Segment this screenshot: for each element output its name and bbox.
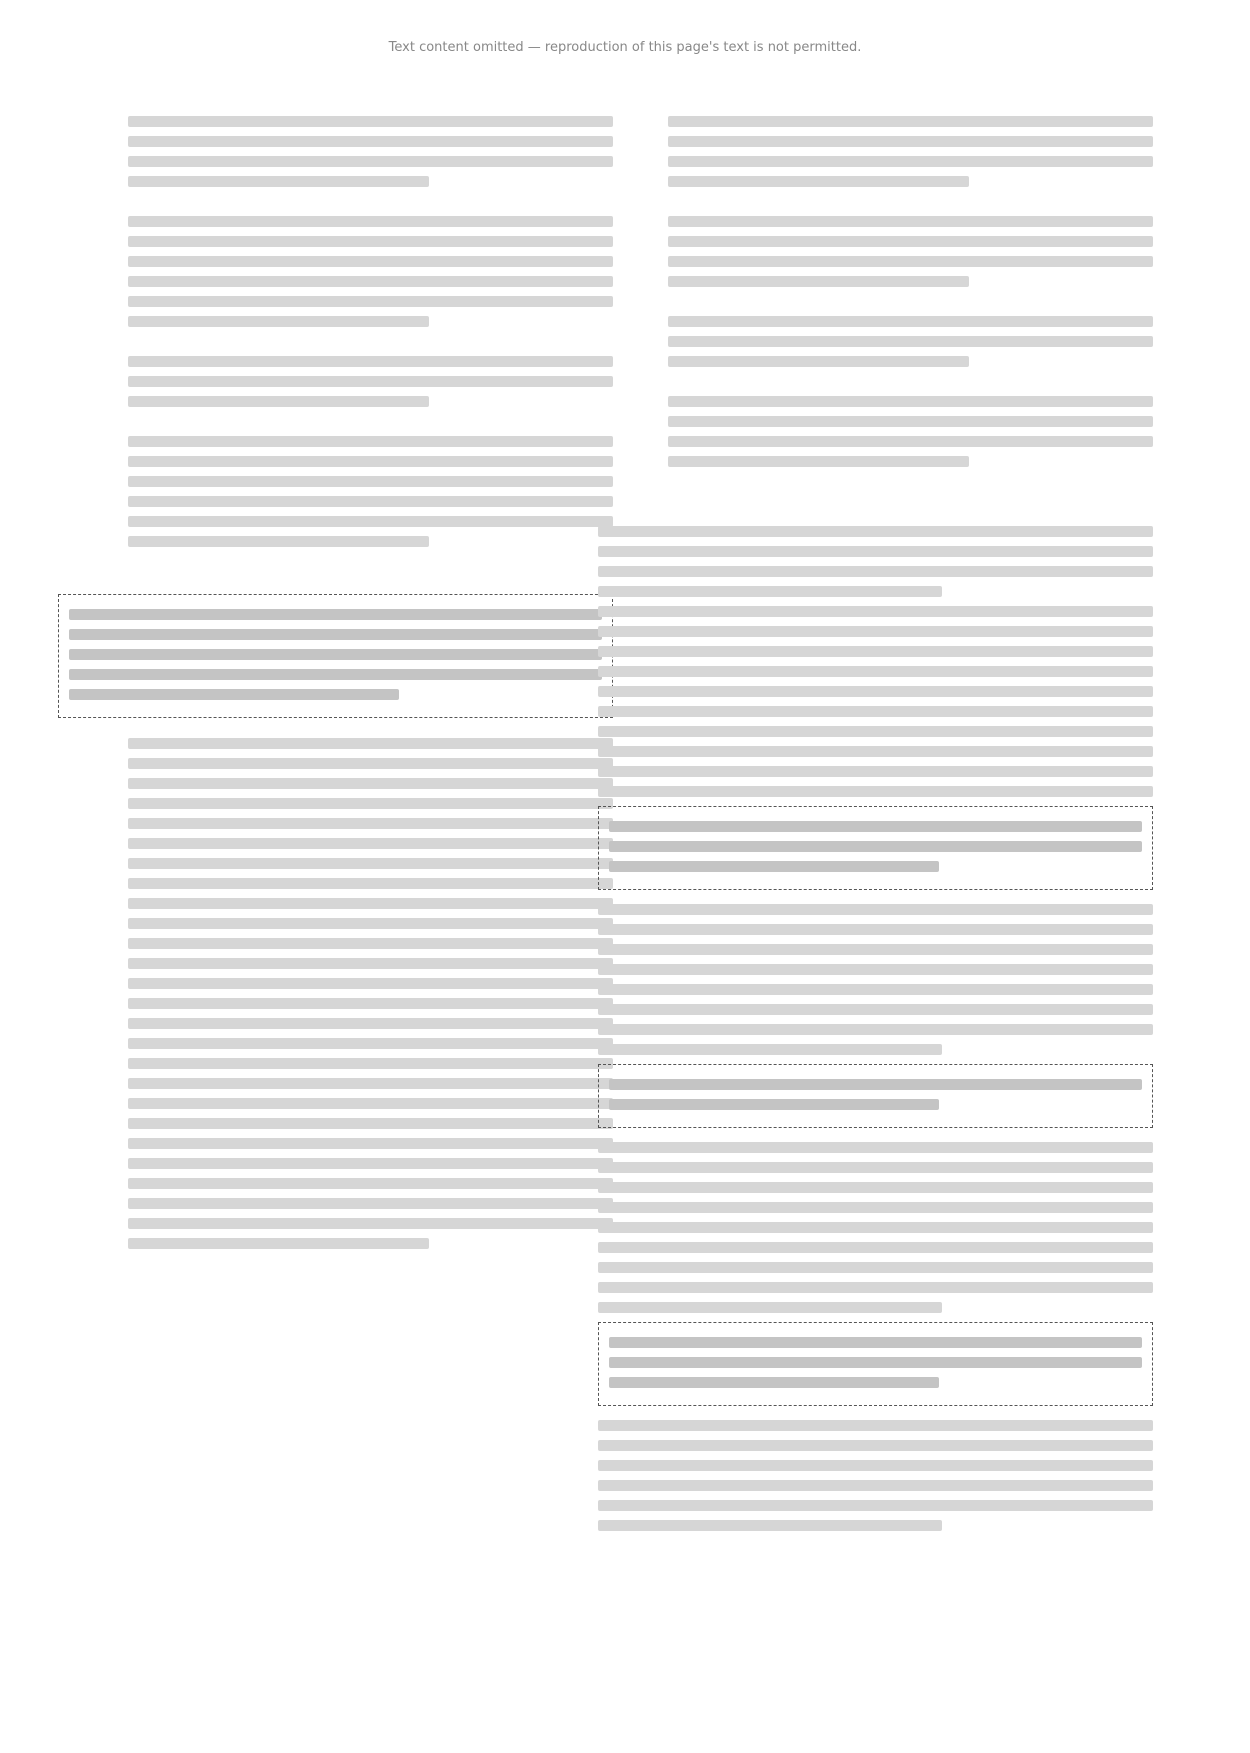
answer-entry (598, 390, 1153, 476)
answer-entry (598, 110, 1153, 196)
entry-number (598, 110, 660, 196)
reading-analysis-box (598, 1322, 1153, 1406)
entry-number (598, 390, 660, 476)
placeholder-note: Text content omitted — reproduction of this page's text is not permitted. (388, 40, 862, 55)
left-column (58, 110, 613, 1272)
answer-entry (58, 110, 613, 196)
entry-number (58, 430, 120, 556)
answer-entries (598, 904, 1153, 1055)
entry-number (58, 732, 120, 1258)
answer-entry (58, 430, 613, 556)
answer-entries (598, 1420, 1153, 1531)
entry-text (128, 350, 613, 416)
entry-number (598, 210, 660, 296)
entry-text (668, 310, 1153, 376)
answer-entry (58, 210, 613, 336)
entry-text (128, 732, 613, 1258)
entry-text (128, 210, 613, 336)
entry-number (58, 350, 120, 416)
entry-text (128, 110, 613, 196)
entry-number (58, 110, 120, 196)
reading-analysis-box (598, 806, 1153, 890)
entry-text (128, 430, 613, 556)
entry-text (668, 110, 1153, 196)
section-heading (598, 490, 1153, 514)
fill-in-answers (598, 526, 1153, 797)
answer-entry (598, 210, 1153, 296)
answer-entry (58, 350, 613, 416)
section-marker (58, 570, 613, 588)
entry-text (668, 210, 1153, 296)
entry-text (668, 390, 1153, 476)
reading-analysis-box (58, 594, 613, 718)
entry-number (598, 310, 660, 376)
answer-entry (58, 732, 613, 1258)
entry-number (58, 210, 120, 336)
answer-entries (598, 1142, 1153, 1313)
reading-analysis-box (598, 1064, 1153, 1128)
answer-entry (598, 310, 1153, 376)
right-column (598, 110, 1153, 1540)
